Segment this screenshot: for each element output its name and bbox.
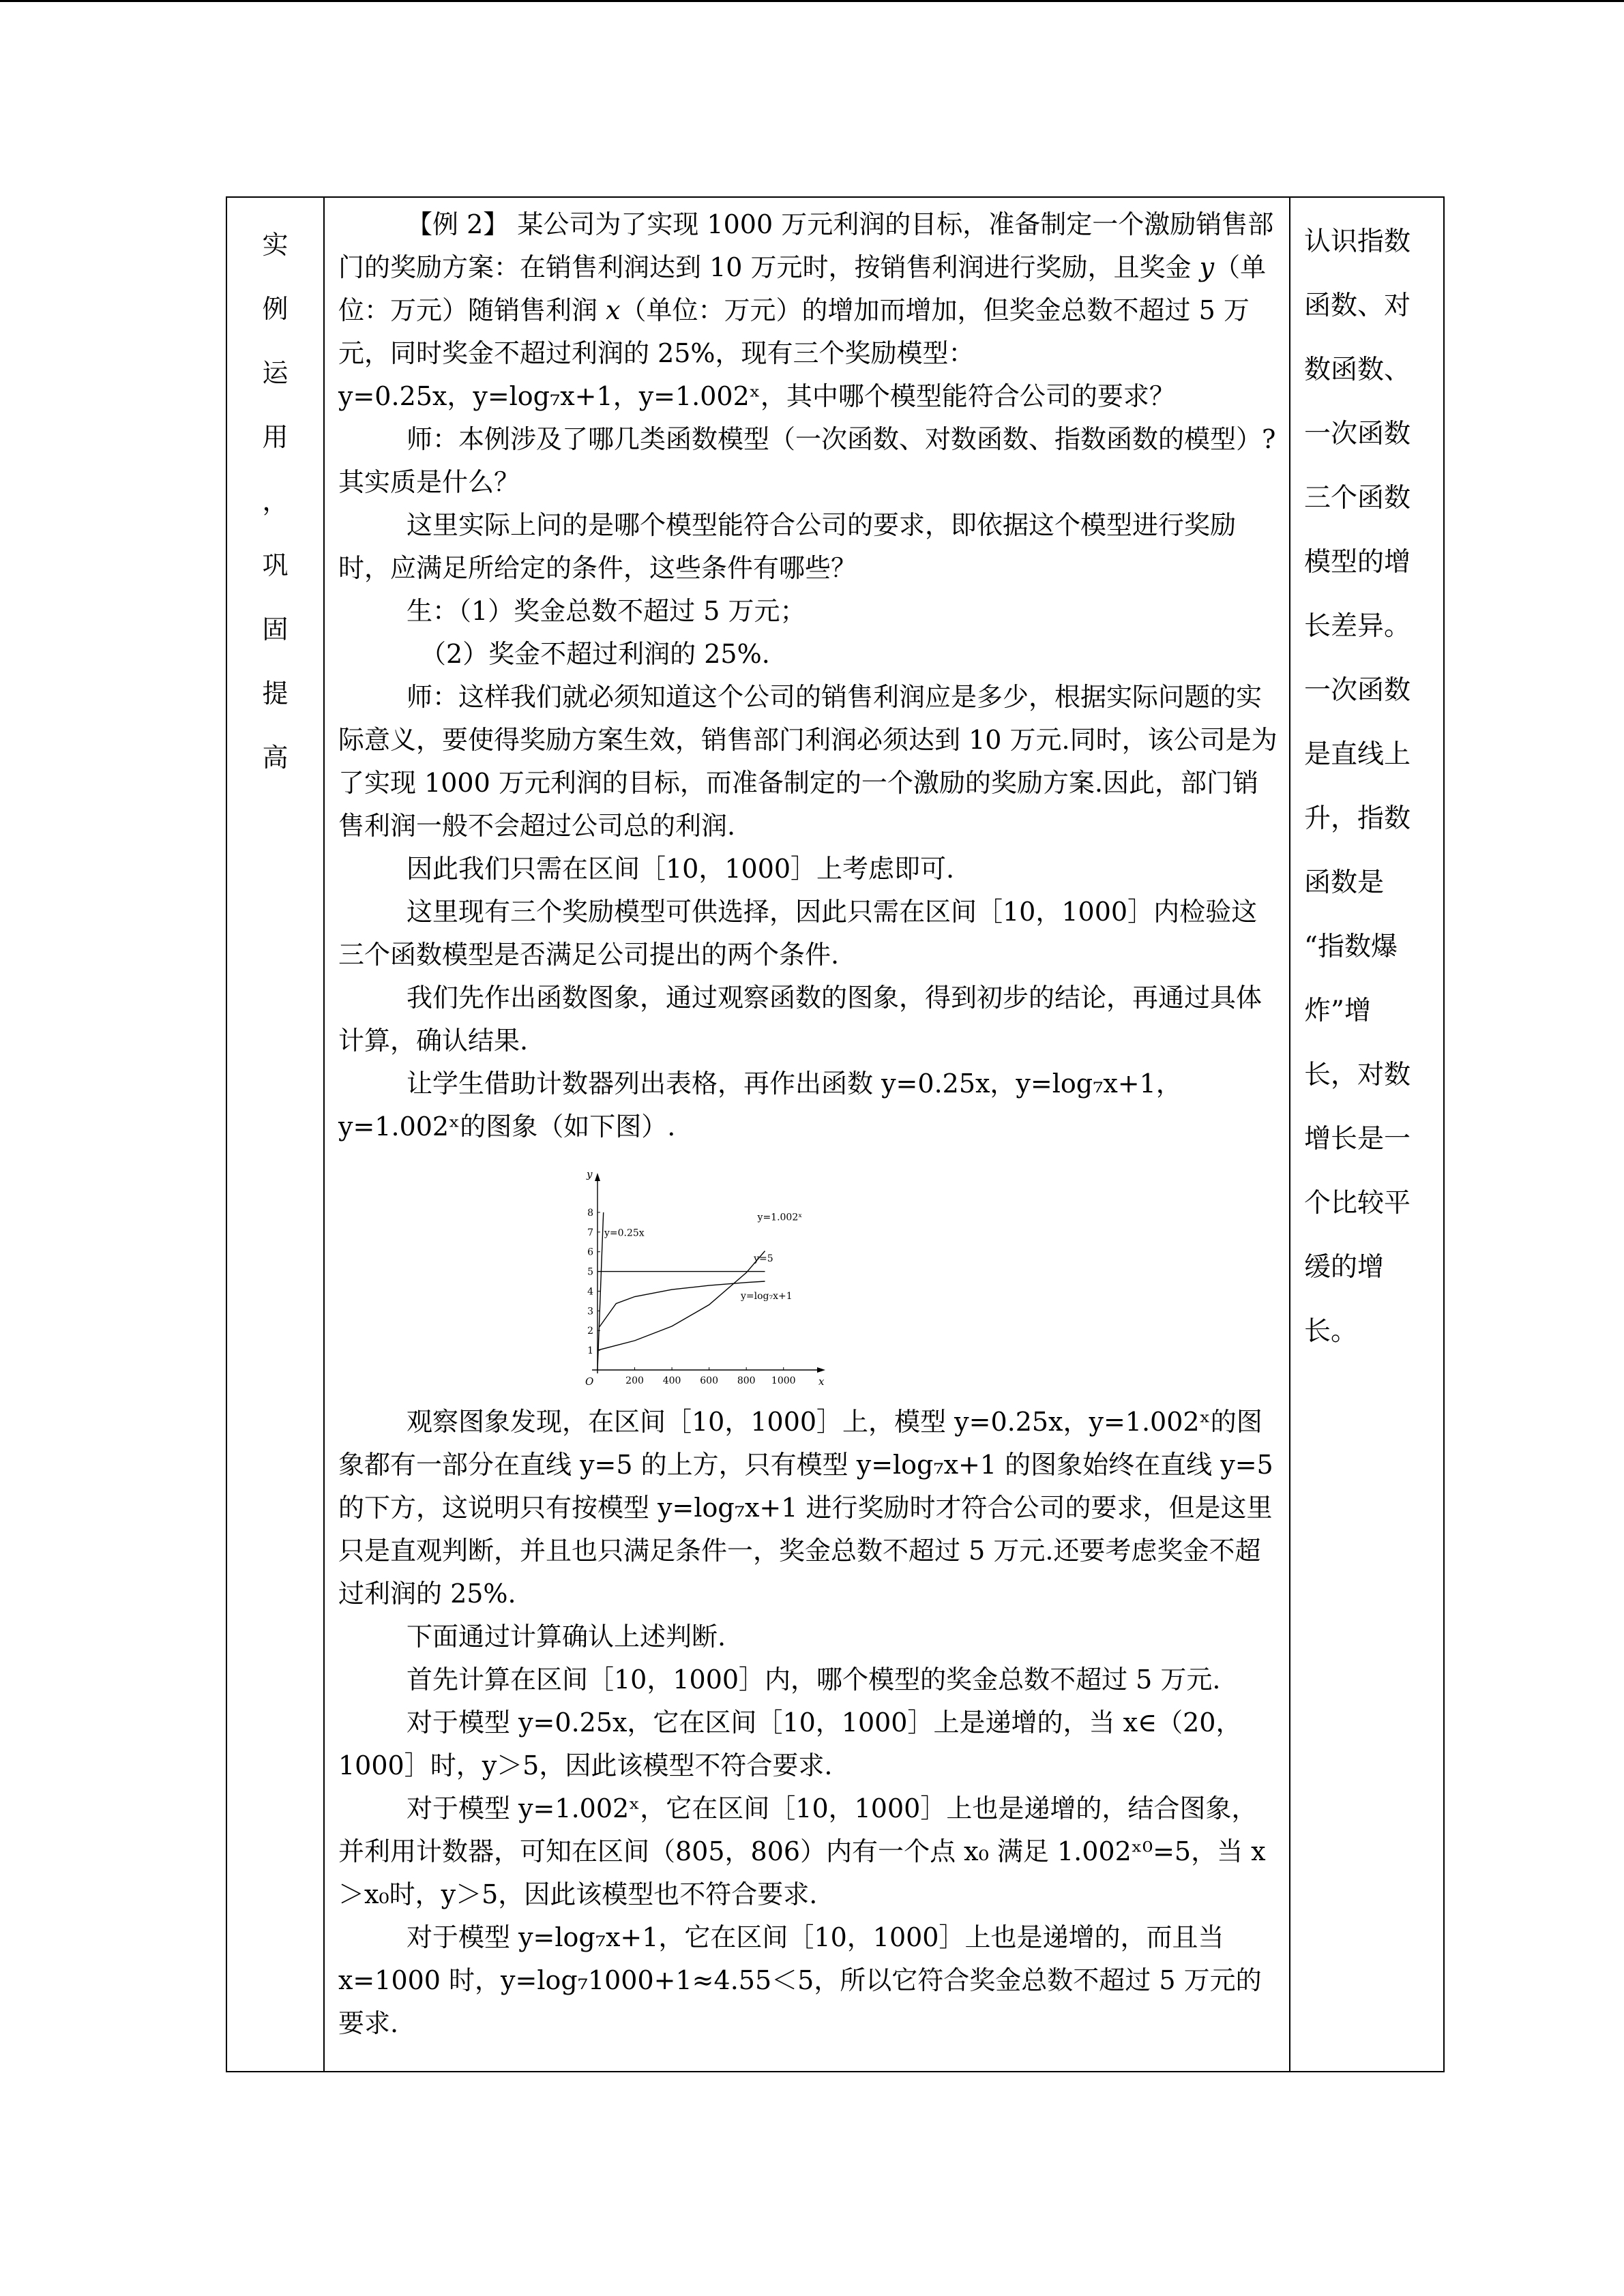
note-line: 三个函数 — [1304, 483, 1411, 513]
note-line: 缓的增 — [1304, 1252, 1385, 1283]
note-line: 长。 — [1304, 1316, 1358, 1347]
note-line: 认识指数 — [1304, 226, 1411, 257]
section-label-char: 运 — [262, 358, 289, 388]
section-label-char: 用 — [262, 422, 289, 452]
section-label-char: 例 — [262, 294, 289, 324]
paragraph: 对于模型 y=log₇x+1，它在区间［10，1000］上也是递增的，而且当 x=1000 时，y=log₇1000+1≈4.55＜5，所以它符合奖金总数不超过 5 万元的要求. — [338, 1922, 1262, 2038]
section-label-char: 实 — [262, 230, 289, 260]
paragraph: 这里实际上问的是哪个模型能符合公司的要求，即依据这个模型进行奖励时，应满足所给定的条件，这些条件有哪些？ — [338, 510, 1237, 583]
x-tick-label: 200 — [625, 1375, 644, 1386]
note-line: 是直线上 — [1304, 739, 1411, 770]
origin-label: O — [585, 1375, 594, 1388]
paragraph: 对于模型 y=1.002ˣ，它在区间［10，1000］上也是递增的，结合图象，并利用计数器，可知在区间（805，806）内有一个点 x₀ 满足 1.002ˣ⁰=5，当 x＞x₀时，y＞5，因此该模型也不符合要求. — [338, 1793, 1266, 1909]
section-label-char: 提 — [262, 679, 289, 709]
y-tick-label: 8 — [587, 1207, 593, 1219]
section-label-char: ， — [262, 486, 289, 516]
section-label — [227, 213, 323, 790]
y-tick-label: 5 — [587, 1266, 593, 1278]
paragraph: 师：这样我们就必须知道这个公司的销售利润应是多少，根据实际问题的实际意义，要使得奖励方案生效，销售部门利润必须达到 10 万元.同时，该公司是为了实现 1000 万元利润的目标，而准备制定的一个激励的奖励方案.因此，部门销售利润一般不会超过公司总的利润. — [338, 682, 1278, 841]
series-label: y=0.25x — [604, 1227, 645, 1239]
note-line: 数函数、 — [1304, 355, 1411, 385]
y-axis-arrow — [595, 1173, 600, 1181]
x-axis-label: x — [818, 1375, 825, 1388]
note-column — [1290, 198, 1443, 2071]
models-line: y=0.25x，y=log₇x+1，y=1.002ˣ，其中哪个模型能符合公司的要求？ — [338, 381, 1175, 411]
example-paragraph: 【例 2】 某公司为了实现 1000 万元利润的目标，准备制定一个激励销售部门的奖励方案：在销售利润达到 10 万元时，按销售利润进行奖励，且奖金 y（单位：万元）随销售利润 x（单位：万元）的增加而增加，但奖金总数不超过 5 万元，同时奖金不超过利润的 25%，现有三个奖励模型： — [338, 209, 1274, 368]
section-label-column — [227, 198, 325, 2071]
content-column — [325, 198, 1290, 2071]
function-graph — [570, 1162, 829, 1401]
section-label-char: 固 — [262, 614, 289, 644]
note-line: 函数是 — [1304, 867, 1385, 898]
note-line: 长差异。 — [1304, 611, 1411, 642]
paragraph: 因此我们只需在区间［10，1000］上考虑即可. — [407, 854, 955, 884]
series-label: y=1.002ˣ — [757, 1212, 803, 1223]
teacher-question: 师：本例涉及了哪几类函数模型（一次函数、对数函数、指数函数的模型）?其实质是什么？ — [338, 424, 1276, 497]
paragraph: 让学生借助计数器列出表格，再作出函数 y=0.25x，y=log₇x+1，y=1.002ˣ的图象（如下图）. — [338, 1069, 1182, 1142]
paragraph: 观察图象发现，在区间［10，1000］上，模型 y=0.25x，y=1.002ˣ的图象都有一部分在直线 y=5 的上方，只有模型 y=log₇x+1 的图象始终在直线 y=5 的下方，这说明只有按模型 y=log₇x+1 进行奖励时才符合公司的要求，但是这里只是直观判断，并且也只满足条件一，奖金总数不超过 5 万元.还要考虑奖金不超过利润的 25%. — [338, 1407, 1273, 1609]
section-label-char: 巩 — [262, 550, 289, 580]
series-label: y=log₇x+1 — [741, 1291, 793, 1302]
y-axis-label: y — [587, 1168, 593, 1180]
paragraph: 这里现有三个奖励模型可供选择，因此只需在区间［10，1000］内检验这三个函数模型是否满足公司提出的两个条件. — [338, 897, 1258, 970]
x-tick-label: 600 — [700, 1375, 719, 1386]
note-line: 一次函数 — [1304, 675, 1411, 706]
note-line: 个比较平 — [1304, 1188, 1411, 1219]
y-tick-label: 6 — [587, 1247, 593, 1258]
y-tick-label: 7 — [587, 1227, 593, 1238]
note-line: 一次函数 — [1304, 419, 1411, 449]
y-tick-label: 1 — [587, 1345, 593, 1357]
paragraph: 首先计算在区间［10，1000］内，哪个模型的奖金总数不超过 5 万元. — [407, 1665, 1221, 1695]
note-line: 函数、对 — [1304, 290, 1411, 321]
y-tick-label: 2 — [587, 1326, 593, 1337]
lesson-content — [338, 203, 1280, 2045]
note-line: 增长是一 — [1304, 1124, 1411, 1154]
paragraph: 我们先作出函数图象，通过观察函数的图象，得到初步的结论，再通过具体计算，确认结果. — [338, 983, 1263, 1056]
paragraph: 下面通过计算确认上述判断. — [407, 1622, 726, 1652]
y-tick-label: 4 — [587, 1286, 593, 1298]
y-tick-label: 3 — [587, 1306, 593, 1317]
note-line: 炸”增 — [1304, 996, 1371, 1026]
student-answer-1: 生：（1）奖金总数不超过 5 万元； — [407, 596, 806, 626]
paragraph: 对于模型 y=0.25x，它在区间［10，1000］上是递增的，当 x∈（20，1000］时，y＞5，因此该模型不符合要求. — [338, 1708, 1242, 1780]
series-exponential — [597, 1251, 765, 1351]
teaching-note — [1304, 210, 1420, 1364]
x-tick-label: 800 — [737, 1375, 756, 1386]
note-line: 升，指数 — [1304, 803, 1411, 834]
series-label: y=5 — [754, 1253, 773, 1265]
note-line: “指数爆 — [1304, 931, 1398, 962]
x-axis-arrow — [817, 1367, 825, 1373]
student-answer-2: （2）奖金不超过利润的 25%. — [420, 639, 770, 669]
note-line: 模型的增 — [1304, 547, 1411, 578]
lesson-table — [226, 196, 1445, 2072]
section-label-char: 高 — [262, 743, 289, 773]
top-border-line — [0, 0, 1624, 2]
x-tick-label: 1000 — [771, 1375, 796, 1386]
x-tick-label: 400 — [662, 1375, 681, 1386]
note-line: 长，对数 — [1304, 1060, 1411, 1090]
example-label: 【例 2】 — [407, 209, 510, 239]
